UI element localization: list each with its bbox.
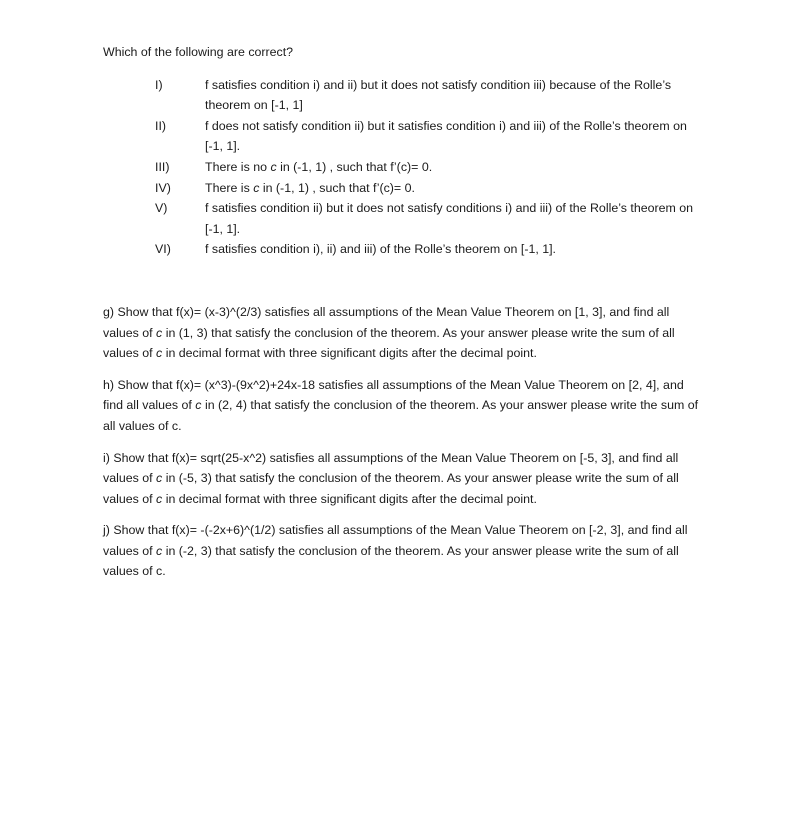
option-text: f satisfies condition ii) but it does not satisfy conditions i) and iii) of the Rolle’s theorem on [-1, 1]. [205, 201, 694, 236]
option-label: VI) [155, 242, 171, 257]
question-title: Which of the following are correct? [103, 45, 294, 59]
option-text: f does not satisfy condition ii) but it satisfies condition i) and iii) of the Rolle’s theorem on [-1, 1]. [205, 118, 687, 154]
option-item-6 [155, 239, 705, 260]
option-item-3 [155, 157, 705, 178]
option-text: f satisfies condition i) and ii) but it does not satisfy condition iii) because of the Rolle’s theorem on [-1, 1] [205, 77, 672, 113]
option-text: There is c in (-1, 1) , such that f’(c)= 0. [205, 180, 415, 195]
paragraph-g: g) Show that f(x)= (x-3)^(2/3) satisfies all assumptions of the Mean Value Theorem on [1, 3], and find all values of c in (1, 3) that satisfy the conclusion of the theorem. As your answer please write the sum of all values of c in decimal format with three significant digits after the decimal point. [103, 304, 675, 361]
option-item-1 [155, 75, 705, 116]
option-item-5 [155, 198, 705, 239]
option-label: V) [155, 201, 168, 216]
paragraph-j: j) Show that f(x)= -(-2x+6)^(1/2) satisfies all assumptions of the Mean Value Theorem on [-2, 3], and find all values of c in (-2, 3) that satisfy the conclusion of the theorem. As your answer please write the sum of all values of c. [103, 523, 688, 579]
question-paragraphs [103, 302, 705, 582]
options-list [155, 75, 705, 260]
paragraph-i: i) Show that f(x)= sqrt(25-x^2) satisfies all assumptions of the Mean Value Theorem on [-5, 3], and find all values of c in (-5, 3) that satisfy the conclusion of the theorem. As your answer please write the sum of all values of c in decimal format with three significant digits after the decimal point. [103, 450, 679, 506]
option-text: There is no c in (-1, 1) , such that f’(c)= 0. [205, 159, 433, 174]
option-label: I) [155, 77, 163, 92]
paragraph-h: h) Show that f(x)= (x^3)-(9x^2)+24x-18 satisfies all assumptions of the Mean Value Theorem on [2, 4], and find all values of c in (2, 4) that satisfy the conclusion of the theorem. As your answer please write the sum of all values of c. [103, 377, 699, 433]
option-item-4 [155, 178, 705, 199]
option-label: IV) [155, 180, 171, 195]
option-label: III) [155, 159, 170, 174]
option-label: II) [155, 118, 167, 133]
option-item-2 [155, 116, 705, 157]
option-text: f satisfies condition i), ii) and iii) of the Rolle’s theorem on [-1, 1]. [205, 242, 556, 257]
